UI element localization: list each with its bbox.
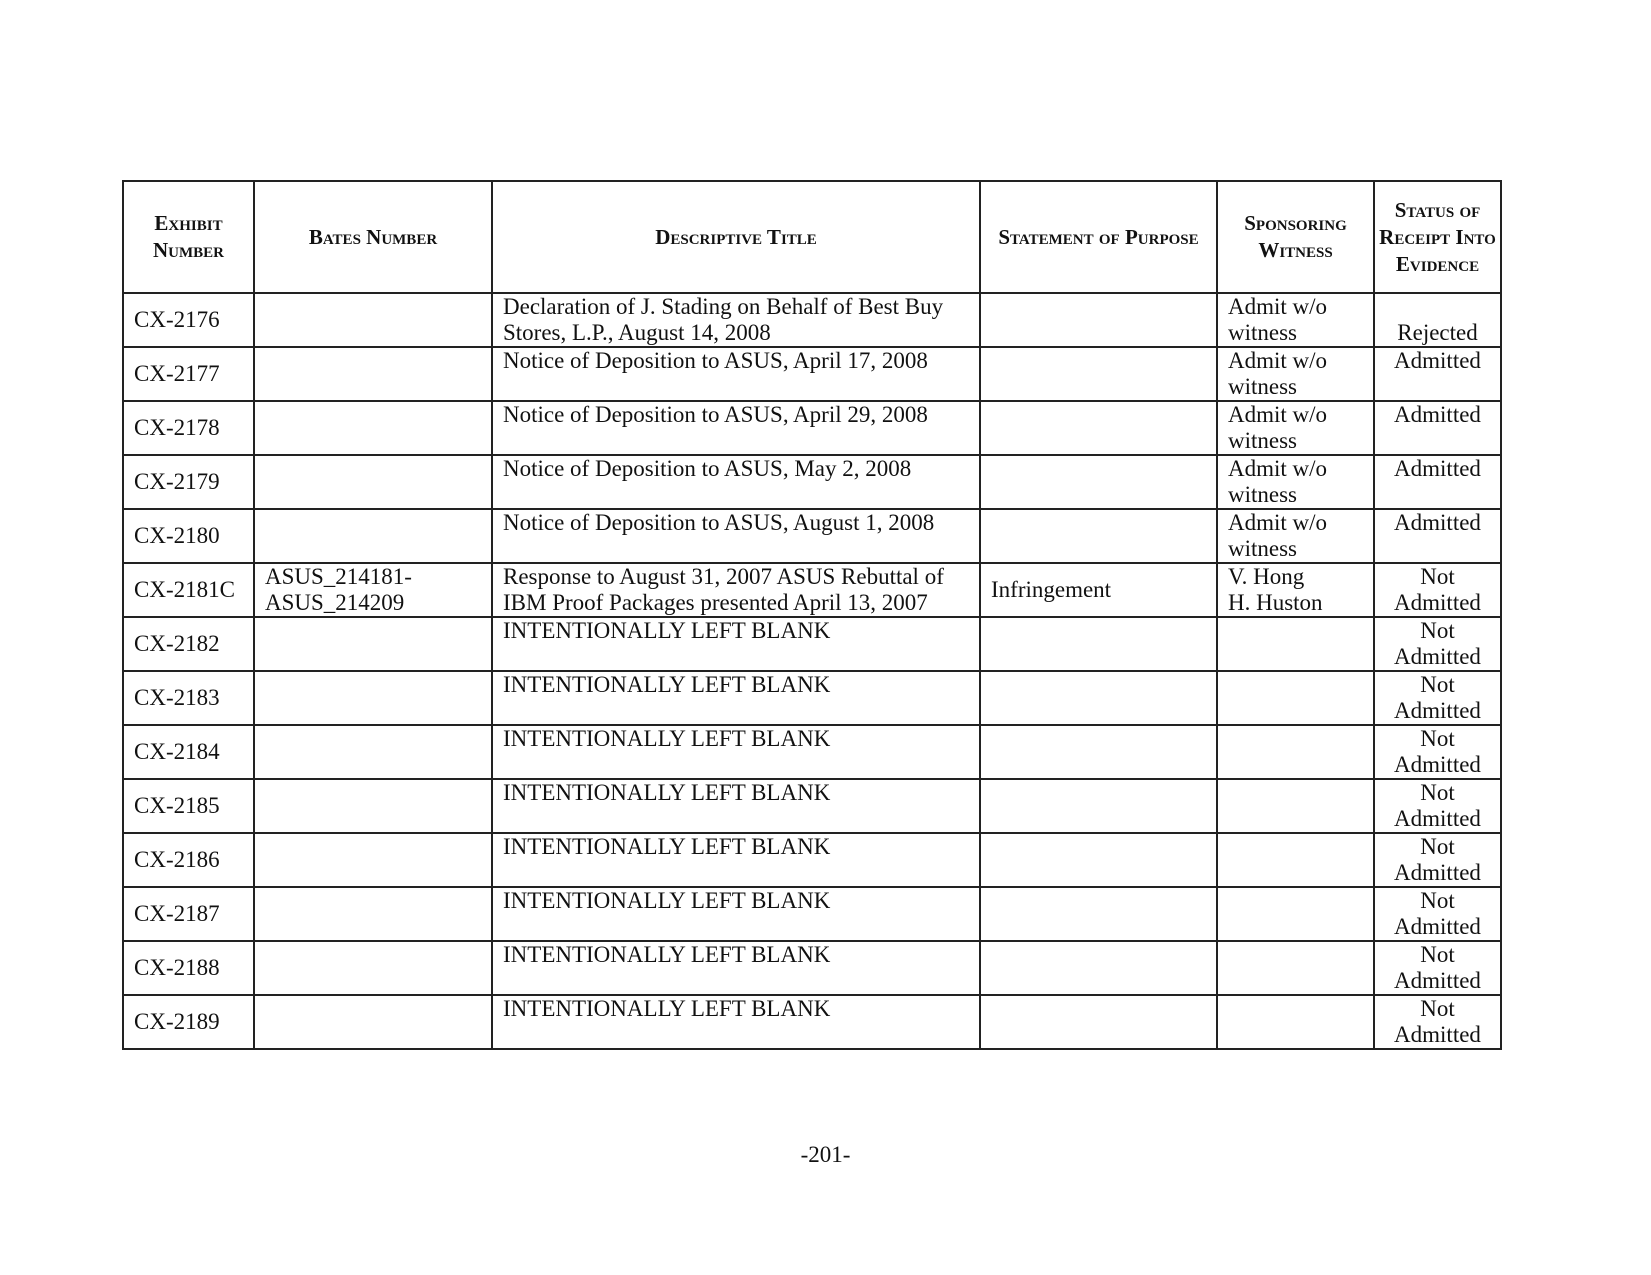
descriptive-title-cell-line: INTENTIONALLY LEFT BLANK (503, 726, 831, 751)
bates-number-cell-line (265, 968, 481, 994)
descriptive-title-cell-line (503, 806, 969, 832)
statement-of-purpose-cell (980, 617, 1217, 671)
descriptive-title-cell-line: INTENTIONALLY LEFT BLANK (503, 672, 831, 697)
statement-of-purpose-cell: Infringement (980, 563, 1217, 617)
bates-number-cell-line (265, 942, 481, 968)
table-row (123, 725, 1501, 779)
exhibit-number-cell: CX-2182 (123, 617, 254, 671)
bates-number-cell-line (265, 726, 481, 752)
sponsoring-witness-cell (1217, 995, 1374, 1049)
sponsoring-witness-cell-line (1228, 1022, 1363, 1048)
bates-number-cell-line (265, 888, 481, 914)
bates-number-cell (254, 671, 492, 725)
sponsoring-witness-cell-line: H. Huston (1228, 590, 1323, 615)
sponsoring-witness-cell (1217, 725, 1374, 779)
bates-number-cell-line (265, 374, 481, 400)
bates-number-cell-line (265, 1022, 481, 1048)
status-cell-line (1385, 294, 1490, 320)
exhibit-number-cell: CX-2185 (123, 779, 254, 833)
bates-number-cell-line (265, 752, 481, 778)
descriptive-title-cell-line (503, 644, 969, 670)
status-cell-line (1385, 374, 1490, 400)
descriptive-title-cell (492, 401, 980, 455)
table-row (123, 293, 1501, 347)
bates-number-cell-line (265, 860, 481, 886)
status-cell-line: Admitted (1394, 644, 1481, 669)
status-cell (1374, 293, 1501, 347)
sponsoring-witness-cell-line: witness (1228, 482, 1297, 507)
bates-number-cell-line (265, 806, 481, 832)
status-cell (1374, 347, 1501, 401)
sponsoring-witness-cell-line (1228, 914, 1363, 940)
sponsoring-witness-cell-line: witness (1228, 428, 1297, 453)
sponsoring-witness-cell-line: Admit w/o (1228, 402, 1328, 427)
statement-of-purpose-cell (980, 941, 1217, 995)
descriptive-title-cell-line (503, 914, 969, 940)
descriptive-title-cell-line (503, 428, 969, 454)
status-cell (1374, 833, 1501, 887)
status-cell-line: Not (1420, 996, 1455, 1021)
status-cell-line: Not (1420, 942, 1455, 967)
descriptive-title-cell-line: IBM Proof Packages presented April 13, 2007 (503, 590, 928, 615)
table-row (123, 887, 1501, 941)
status-cell-line: Admitted (1394, 806, 1481, 831)
bates-number-cell-line (265, 482, 481, 508)
status-cell-line: Admitted (1394, 860, 1481, 885)
statement-of-purpose-cell (980, 671, 1217, 725)
status-cell (1374, 671, 1501, 725)
status-cell-line: Not (1420, 618, 1455, 643)
sponsoring-witness-cell (1217, 941, 1374, 995)
statement-of-purpose-cell (980, 401, 1217, 455)
descriptive-title-cell-line (503, 968, 969, 994)
exhibit-number-cell: CX-2181C (123, 563, 254, 617)
table-row (123, 671, 1501, 725)
bates-number-cell-line (265, 402, 481, 428)
bates-number-cell-line (265, 428, 481, 454)
sponsoring-witness-cell-line: witness (1228, 536, 1297, 561)
descriptive-title-cell (492, 293, 980, 347)
status-cell-line: Admitted (1394, 348, 1481, 373)
header-row (123, 181, 1501, 293)
descriptive-title-cell (492, 509, 980, 563)
header-status-of-receipt: Status of Receipt Into Evidence (1374, 181, 1501, 293)
status-cell-line: Not (1420, 726, 1455, 751)
table-row (123, 941, 1501, 995)
status-cell-line (1385, 536, 1490, 562)
descriptive-title-cell-line: Notice of Deposition to ASUS, April 17, 2008 (503, 348, 928, 373)
sponsoring-witness-cell-line: witness (1228, 374, 1297, 399)
status-cell-line: Not (1420, 672, 1455, 697)
bates-number-cell-line: ASUS_214181- (265, 564, 412, 589)
exhibit-number-cell: CX-2183 (123, 671, 254, 725)
bates-number-cell (254, 509, 492, 563)
sponsoring-witness-cell (1217, 833, 1374, 887)
sponsoring-witness-cell-line (1228, 860, 1363, 886)
statement-of-purpose-cell (980, 779, 1217, 833)
status-cell (1374, 455, 1501, 509)
bates-number-cell-line (265, 456, 481, 482)
status-cell-line: Not (1420, 888, 1455, 913)
status-cell (1374, 563, 1501, 617)
table-row (123, 563, 1501, 617)
descriptive-title-cell-line: Response to August 31, 2007 ASUS Rebuttal of (503, 564, 944, 589)
sponsoring-witness-cell-line (1228, 834, 1363, 860)
bates-number-cell-line (265, 348, 481, 374)
exhibit-number-cell: CX-2187 (123, 887, 254, 941)
header-descriptive-title: Descriptive Title (492, 181, 980, 293)
exhibit-table (122, 180, 1502, 1050)
status-cell-line: Not (1420, 834, 1455, 859)
sponsoring-witness-cell-line (1228, 672, 1363, 698)
status-cell-line: Admitted (1394, 968, 1481, 993)
sponsoring-witness-cell-line: Admit w/o (1228, 294, 1328, 319)
statement-of-purpose-cell (980, 293, 1217, 347)
statement-of-purpose-cell (980, 833, 1217, 887)
bates-number-cell (254, 347, 492, 401)
descriptive-title-cell-line (503, 482, 969, 508)
status-cell-line: Rejected (1397, 320, 1478, 345)
sponsoring-witness-cell-line (1228, 752, 1363, 778)
bates-number-cell (254, 941, 492, 995)
bates-number-cell-line (265, 320, 481, 346)
bates-number-cell (254, 293, 492, 347)
bates-number-cell-line (265, 834, 481, 860)
sponsoring-witness-cell (1217, 671, 1374, 725)
bates-number-cell (254, 401, 492, 455)
sponsoring-witness-cell-line (1228, 968, 1363, 994)
bates-number-cell-line (265, 294, 481, 320)
bates-number-cell-line (265, 914, 481, 940)
descriptive-title-cell (492, 617, 980, 671)
statement-of-purpose-cell (980, 887, 1217, 941)
sponsoring-witness-cell (1217, 563, 1374, 617)
status-cell-line: Admitted (1394, 456, 1481, 481)
page-number: -201- (800, 1142, 851, 1167)
bates-number-cell (254, 455, 492, 509)
status-cell (1374, 887, 1501, 941)
sponsoring-witness-cell-line: Admit w/o (1228, 348, 1328, 373)
exhibit-number-cell: CX-2186 (123, 833, 254, 887)
sponsoring-witness-cell (1217, 293, 1374, 347)
descriptive-title-cell-line: INTENTIONALLY LEFT BLANK (503, 888, 831, 913)
sponsoring-witness-cell (1217, 455, 1374, 509)
sponsoring-witness-cell-line (1228, 806, 1363, 832)
descriptive-title-cell (492, 833, 980, 887)
header-statement-of-purpose: Statement of Purpose (980, 181, 1217, 293)
bates-number-cell-line: ASUS_214209 (265, 590, 405, 615)
table-row (123, 401, 1501, 455)
sponsoring-witness-cell-line (1228, 888, 1363, 914)
status-cell (1374, 725, 1501, 779)
sponsoring-witness-cell-line: witness (1228, 320, 1297, 345)
exhibit-number-cell: CX-2189 (123, 995, 254, 1049)
descriptive-title-cell-line: Declaration of J. Stading on Behalf of Best Buy (503, 294, 944, 319)
descriptive-title-cell-line: INTENTIONALLY LEFT BLANK (503, 618, 831, 643)
sponsoring-witness-cell (1217, 887, 1374, 941)
exhibit-number-cell: CX-2176 (123, 293, 254, 347)
sponsoring-witness-cell-line (1228, 698, 1363, 724)
bates-number-cell-line (265, 618, 481, 644)
exhibit-number-cell: CX-2188 (123, 941, 254, 995)
descriptive-title-cell (492, 671, 980, 725)
descriptive-title-cell-line (503, 698, 969, 724)
status-cell-line: Admitted (1394, 752, 1481, 777)
status-cell (1374, 509, 1501, 563)
descriptive-title-cell-line (503, 374, 969, 400)
descriptive-title-cell-line: INTENTIONALLY LEFT BLANK (503, 942, 831, 967)
status-cell (1374, 995, 1501, 1049)
exhibit-number-cell: CX-2178 (123, 401, 254, 455)
statement-of-purpose-cell (980, 455, 1217, 509)
sponsoring-witness-cell-line (1228, 618, 1363, 644)
table-row (123, 347, 1501, 401)
sponsoring-witness-cell (1217, 617, 1374, 671)
descriptive-title-cell-line: INTENTIONALLY LEFT BLANK (503, 834, 831, 859)
status-cell-line: Not (1420, 564, 1455, 589)
sponsoring-witness-cell (1217, 347, 1374, 401)
status-cell-line: Admitted (1394, 914, 1481, 939)
descriptive-title-cell-line (503, 860, 969, 886)
sponsoring-witness-cell-line: V. Hong (1228, 564, 1305, 589)
sponsoring-witness-cell (1217, 509, 1374, 563)
status-cell (1374, 617, 1501, 671)
bates-number-cell (254, 617, 492, 671)
descriptive-title-cell (492, 779, 980, 833)
sponsoring-witness-cell-line (1228, 996, 1363, 1022)
bates-number-cell (254, 887, 492, 941)
table-row (123, 509, 1501, 563)
descriptive-title-cell-line: INTENTIONALLY LEFT BLANK (503, 996, 831, 1021)
bates-number-cell-line (265, 672, 481, 698)
statement-of-purpose-cell (980, 995, 1217, 1049)
bates-number-cell (254, 725, 492, 779)
status-cell (1374, 941, 1501, 995)
table-row (123, 617, 1501, 671)
descriptive-title-cell (492, 995, 980, 1049)
status-cell-line (1385, 428, 1490, 454)
status-cell-line: Admitted (1394, 1022, 1481, 1047)
descriptive-title-cell (492, 725, 980, 779)
status-cell-line: Not (1420, 780, 1455, 805)
descriptive-title-cell (492, 887, 980, 941)
sponsoring-witness-cell (1217, 779, 1374, 833)
descriptive-title-cell (492, 563, 980, 617)
exhibit-number-cell: CX-2180 (123, 509, 254, 563)
descriptive-title-cell-line (503, 752, 969, 778)
sponsoring-witness-cell-line: Admit w/o (1228, 456, 1328, 481)
sponsoring-witness-cell (1217, 401, 1374, 455)
descriptive-title-cell-line: Stores, L.P., August 14, 2008 (503, 320, 771, 345)
status-cell-line: Admitted (1394, 510, 1481, 535)
exhibit-number-cell: CX-2177 (123, 347, 254, 401)
status-cell-line: Admitted (1394, 590, 1481, 615)
bates-number-cell-line (265, 996, 481, 1022)
table-row (123, 455, 1501, 509)
bates-number-cell-line (265, 510, 481, 536)
descriptive-title-cell-line: Notice of Deposition to ASUS, May 2, 2008 (503, 456, 912, 481)
descriptive-title-cell-line: Notice of Deposition to ASUS, April 29, 2008 (503, 402, 928, 427)
descriptive-title-cell-line: Notice of Deposition to ASUS, August 1, 2008 (503, 510, 935, 535)
sponsoring-witness-cell-line (1228, 942, 1363, 968)
table-row (123, 779, 1501, 833)
bates-number-cell (254, 995, 492, 1049)
bates-number-cell-line (265, 536, 481, 562)
bates-number-cell-line (265, 780, 481, 806)
statement-of-purpose-cell (980, 509, 1217, 563)
table-row (123, 833, 1501, 887)
header-bates-number: Bates Number (254, 181, 492, 293)
status-cell (1374, 401, 1501, 455)
exhibit-number-cell: CX-2179 (123, 455, 254, 509)
statement-of-purpose-cell (980, 725, 1217, 779)
bates-number-cell (254, 833, 492, 887)
descriptive-title-cell (492, 347, 980, 401)
bates-number-cell-line (265, 698, 481, 724)
descriptive-title-cell-line (503, 1022, 969, 1048)
descriptive-title-cell (492, 455, 980, 509)
descriptive-title-cell (492, 941, 980, 995)
status-cell-line: Admitted (1394, 402, 1481, 427)
statement-of-purpose-cell (980, 347, 1217, 401)
bates-number-cell-line (265, 644, 481, 670)
bates-number-cell (254, 779, 492, 833)
status-cell-line: Admitted (1394, 698, 1481, 723)
descriptive-title-cell-line: INTENTIONALLY LEFT BLANK (503, 780, 831, 805)
sponsoring-witness-cell-line: Admit w/o (1228, 510, 1328, 535)
status-cell (1374, 779, 1501, 833)
sponsoring-witness-cell-line (1228, 644, 1363, 670)
descriptive-title-cell-line (503, 536, 969, 562)
exhibit-number-cell: CX-2184 (123, 725, 254, 779)
status-cell-line (1385, 482, 1490, 508)
header-sponsoring-witness: Sponsoring Witness (1217, 181, 1374, 293)
header-exhibit-number: Exhibit Number (123, 181, 254, 293)
sponsoring-witness-cell-line (1228, 780, 1363, 806)
table-row (123, 995, 1501, 1049)
sponsoring-witness-cell-line (1228, 726, 1363, 752)
bates-number-cell (254, 563, 492, 617)
